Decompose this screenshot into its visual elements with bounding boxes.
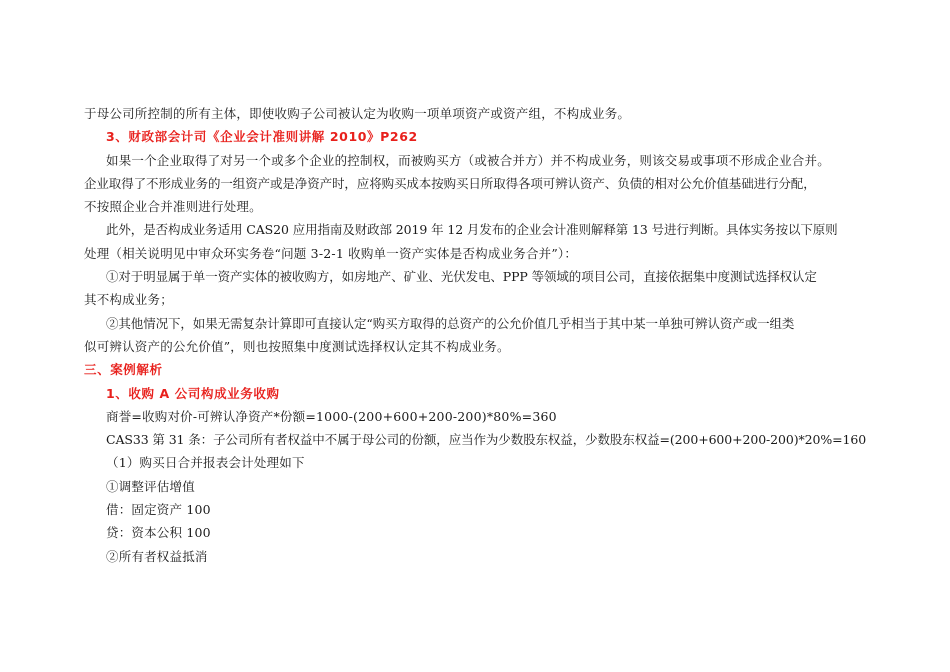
formula-goodwill: 商誉=收购对价-可辨认净资产*份额=1000-(200+600+200-200)*80%=360 bbox=[106, 408, 557, 424]
paragraph-line: 不按照企业合并准则进行处理。 bbox=[84, 199, 262, 215]
paragraph-line: 于母公司所控制的所有主体，即使收购子公司被认定为收购一项单项资产或资产组，不构成业务。 bbox=[84, 106, 631, 121]
journal-debit: 借：固定资产 100 bbox=[106, 502, 211, 518]
paragraph-line: 此外，是否构成业务适用 CAS20 应用指南及财政部 2019 年 12 月发布的企业会计准则解释第 13 号进行判断。具体实务按以下原则 bbox=[106, 222, 838, 238]
list-item-adjust: ①调整评估增值 bbox=[106, 478, 195, 494]
paragraph-line: 企业取得了不形成业务的一组资产或是净资产时，应将购买成本按购买日所取得各项可辨认资产、负债的相对公允价值基础进行分配， bbox=[84, 175, 816, 191]
paragraph-line: 如果一个企业取得了对另一个或多个企业的控制权，而被购买方（或被合并方）并不构成业务，则该交易或事项不形成企业合并。 bbox=[106, 152, 830, 168]
section-heading-case-analysis: 三、案例解析 bbox=[84, 362, 163, 378]
list-item-elimination: ②所有者权益抵消 bbox=[106, 548, 208, 564]
paragraph-line: 处理（相关说明见中审众环实务卷“问题 3-2-1 收购单一资产实体是否构成业务合并”）： bbox=[84, 245, 578, 261]
section-heading-3: 3、财政部会计司《企业会计准则讲解 2010》P262 bbox=[106, 129, 418, 145]
subsection-heading-1: 1、收购 A 公司构成业务收购 bbox=[106, 385, 280, 401]
paragraph-line: （1）购买日合并报表会计处理如下 bbox=[106, 455, 305, 471]
document-page bbox=[84, 102, 874, 568]
list-item-1: ①对于明显属于单一资产实体的被收购方，如房地产、矿业、光伏发电、PPP 等领域的项目公司，直接依据集中度测试选择权认定 bbox=[106, 269, 817, 285]
journal-credit: 贷：资本公积 100 bbox=[106, 525, 211, 541]
formula-minority-interest: CAS33 第 31 条：子公司所有者权益中不属于母公司的份额，应当作为少数股东权益，少数股东权益=(200+600+200-200)*20%=160 bbox=[106, 432, 867, 448]
paragraph-line: 其不构成业务； bbox=[84, 292, 173, 308]
paragraph-line: 似可辨认资产的公允价值”，则也按照集中度测试选择权认定其不构成业务。 bbox=[84, 338, 510, 354]
list-item-2: ②其他情况下，如果无需复杂计算即可直接认定“购买方取得的总资产的公允价值几乎相当于其中某一单独可辨认资产或一组类 bbox=[106, 315, 795, 331]
